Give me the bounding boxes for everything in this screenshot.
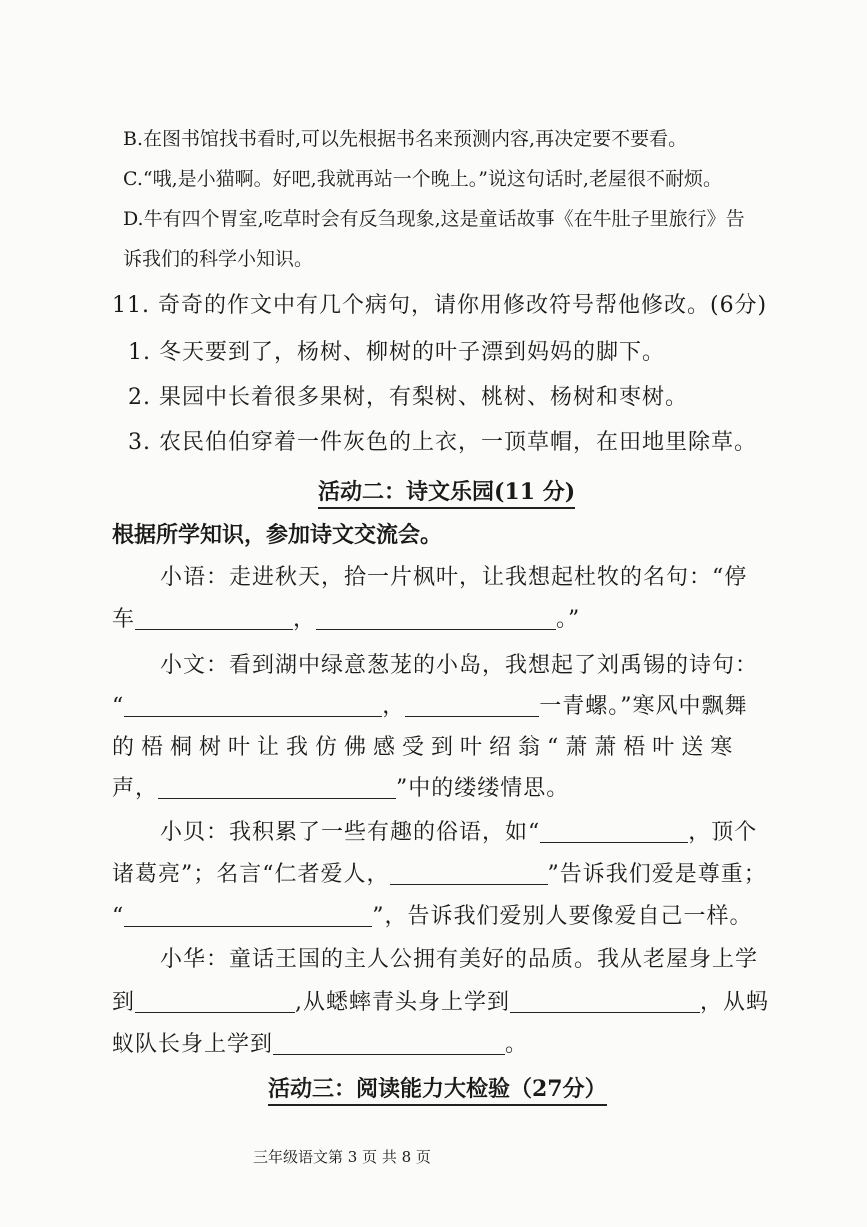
xiaowen-line3: 的梧桐树叶让我仿佛感受到叶绍翁“萧萧梧叶送寒 xyxy=(112,735,740,760)
xiaobei-line3 xyxy=(112,899,753,930)
xiaobei-text-c: 诸葛亮”；名言“仁者爱人， xyxy=(112,862,390,887)
xiaoyu-line2 xyxy=(112,602,580,633)
xiaobei-line2 xyxy=(112,857,767,888)
activity3-heading xyxy=(268,1072,607,1103)
xiaohua-text-e: 。 xyxy=(505,1032,529,1057)
blank-xiaohua-2[interactable] xyxy=(510,990,700,1013)
xiaobei-text-a: 小贝：我积累了一些有趣的俗语，如“ xyxy=(160,820,541,845)
xiaohua-text-c: ，从蚂 xyxy=(700,990,770,1015)
blank-xiaowen-3[interactable] xyxy=(158,776,396,799)
xiaowen-text-a: “ xyxy=(112,694,125,719)
xiaoyu-line1: 小语：走进秋天，拾一片枫叶，让我想起杜牧的名句：“停 xyxy=(160,565,748,590)
blank-xiaoyu-2[interactable] xyxy=(316,607,556,630)
blank-xiaowen-2[interactable] xyxy=(405,694,539,717)
blank-xiaobei-2[interactable] xyxy=(390,862,548,885)
option-d-line1: D.牛有四个胃室,吃草时会有反刍现象,这是童话故事《在牛肚子里旅行》告 xyxy=(123,208,745,230)
xiaoyu-text-b: ， xyxy=(293,607,317,632)
activity3-title: 活动三：阅读能力大检验（27分） xyxy=(268,1076,607,1106)
xiaobei-text-d: ”告诉我们爱是尊重； xyxy=(547,862,767,887)
xiaoyu-text-c: 。” xyxy=(556,607,581,632)
q11-title: 11. 奇奇的作文中有几个病句，请你用修改符号帮他修改。(6分) xyxy=(112,293,768,318)
option-c: C.“哦,是小猫啊。好吧,我就再站一个晚上。”说这句话时,老屋很不耐烦。 xyxy=(123,168,722,190)
xiaohua-text-b: ,从蟋蟀青头身上学到 xyxy=(295,990,511,1015)
xiaowen-text-c: 一青螺。”寒风中飘舞 xyxy=(539,694,748,719)
xiaohua-text-d: 蚁队长身上学到 xyxy=(112,1032,274,1057)
activity2-intro: 根据所学知识，参加诗文交流会。 xyxy=(112,522,443,548)
xiaowen-text-d: 声， xyxy=(112,776,159,801)
q11-sentence-2: 2. 果园中长着很多果树，有梨树、桃树、杨树和枣树。 xyxy=(128,385,688,410)
activity2-title: 活动二：诗文乐园 xyxy=(318,479,494,509)
q11-sentence-3: 3. 农民伯伯穿着一件灰色的上衣，一顶草帽，在田地里除草。 xyxy=(128,430,757,455)
blank-xiaoyu-1[interactable] xyxy=(135,607,293,630)
xiaobei-text-f: ”，告诉我们爱别人要像爱自己一样。 xyxy=(372,904,753,929)
xiaohua-text-a: 到 xyxy=(112,990,136,1015)
option-b: B.在图书馆找书看时,可以先根据书名来预测内容,再决定要不要看。 xyxy=(123,128,688,150)
xiaobei-text-e: “ xyxy=(112,904,125,929)
xiaowen-line4 xyxy=(112,771,569,802)
xiaoyu-text-a: 车 xyxy=(112,607,136,632)
xiaobei-line1 xyxy=(160,815,757,846)
q11-sentence-1: 1. 冬天要到了，杨树、柳树的叶子漂到妈妈的脚下。 xyxy=(128,340,665,365)
blank-xiaohua-1[interactable] xyxy=(135,990,295,1013)
xiaowen-line1: 小文：看到湖中绿意葱茏的小岛，我想起了刘禹锡的诗句： xyxy=(160,653,759,678)
xiaowen-line2 xyxy=(112,689,748,720)
blank-xiaobei-3[interactable] xyxy=(124,904,372,927)
xiaowen-text-b: ， xyxy=(382,694,406,719)
xiaohua-line1: 小华：童话王国的主人公拥有美好的品质。我从老屋身上学 xyxy=(160,947,759,972)
xiaowen-text-e: ”中的缕缕情思。 xyxy=(396,776,570,801)
xiaobei-text-b: ，顶个 xyxy=(688,820,758,845)
blank-xiaobei-1[interactable] xyxy=(540,820,688,843)
option-d-line2: 诉我们的科学小知识。 xyxy=(123,248,314,270)
blank-xiaohua-3[interactable] xyxy=(273,1032,505,1055)
xiaohua-line2 xyxy=(112,985,769,1016)
xiaohua-line3 xyxy=(112,1027,528,1058)
blank-xiaowen-1[interactable] xyxy=(124,694,382,717)
page-footer: 三年级语文第 3 页 共 8 页 xyxy=(253,1148,431,1166)
activity2-score: (11 分) xyxy=(494,479,575,509)
activity2-heading xyxy=(318,475,575,506)
